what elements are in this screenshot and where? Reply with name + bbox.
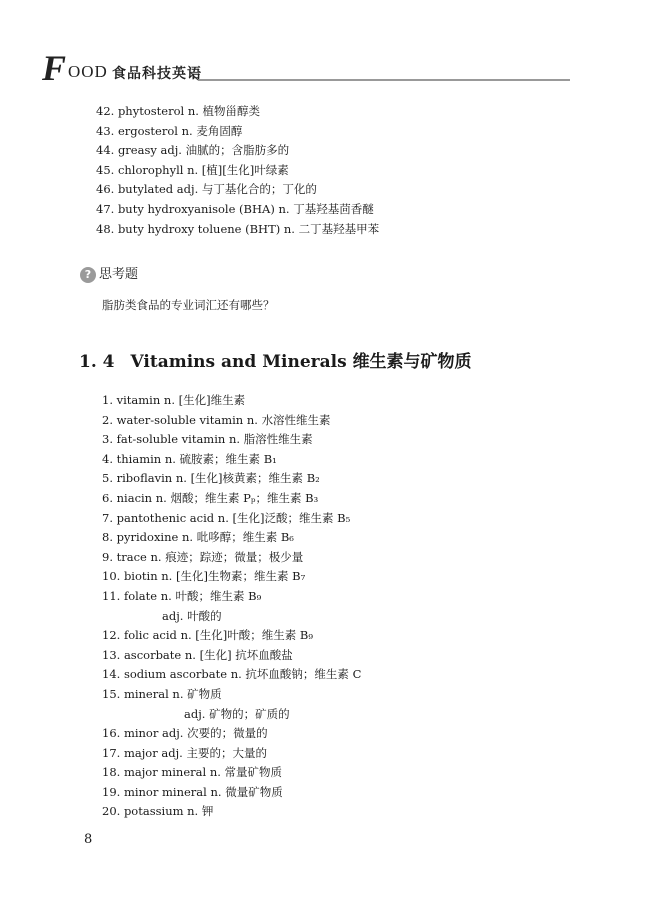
list-item: 46. butylated adj. 与丁基化合的；丁化的 <box>96 182 317 197</box>
thinking-question: 脂肪类食品的专业词汇还有哪些？ <box>102 298 275 312</box>
list-item: 20. potassium n. 钾 <box>102 804 214 819</box>
section-number: 1. 4 <box>79 352 115 372</box>
list-item-continuation: adj. 叶酸的 <box>162 608 222 623</box>
list-item: 5. riboflavin n. [生化]核黄素；维生素 B₂ <box>102 471 320 486</box>
list-item: 13. ascorbate n. [生化] 抗坏血酸盐 <box>102 647 293 662</box>
list-item: 43. ergosterol n. 麦角固醇 <box>96 123 243 138</box>
list-item: 1. vitamin n. [生化]维生素 <box>102 393 246 407</box>
list-item: 10. biotin n. [生化]生物素；维生素 B₇ <box>102 569 306 584</box>
vocab-list-main <box>102 391 361 822</box>
list-item: 9. trace n. 痕迹；踪迹；微量；极少量 <box>102 549 304 564</box>
list-item: 44. greasy adj. 油腻的；含脂肪多的 <box>96 143 290 158</box>
list-item: 18. major mineral n. 常量矿物质 <box>102 765 283 780</box>
list-item: 42. phytosterol n. 植物甾醇类 <box>96 104 261 118</box>
list-item: 6. niacin n. 烟酸；维生素 Pₚ；维生素 B₃ <box>102 490 319 505</box>
list-item-continuation: adj. 矿物的；矿质的 <box>184 706 290 721</box>
section-heading <box>79 350 472 374</box>
list-item: 48. buty hydroxy toluene (BHT) n. 二丁基羟基甲苯 <box>96 221 380 236</box>
page-header <box>42 48 572 88</box>
vocab-list-top <box>96 102 379 239</box>
list-item: 8. pyridoxine n. 吡哆醇；维生素 B₆ <box>102 530 294 545</box>
thinking-label: 思考题 <box>99 267 139 282</box>
list-item: 15. mineral n. 矿物质 <box>102 686 222 701</box>
logo-letters-ood: OOD <box>68 62 108 81</box>
list-item: 47. buty hydroxyanisole (BHA) n. 丁基羟基茴香醚 <box>96 201 374 216</box>
list-item: 4. thiamin n. 硫胺素；维生素 B₁ <box>102 451 277 466</box>
list-item: 2. water-soluble vitamin n. 水溶性维生素 <box>102 412 331 427</box>
list-item: 3. fat-soluble vitamin n. 脂溶性维生素 <box>102 432 313 447</box>
logo-letter-f: F <box>42 48 67 88</box>
list-item: 17. major adj. 主要的；大量的 <box>102 745 267 760</box>
book-title: 食品科技英语 <box>112 66 202 82</box>
list-item: 19. minor mineral n. 微量矿物质 <box>102 784 283 799</box>
question-icon: ? <box>80 267 96 283</box>
page-number: 8 <box>84 832 93 847</box>
list-item: 45. chlorophyll n. [植][生化]叶绿素 <box>96 162 289 177</box>
list-item: 14. sodium ascorbate n. 抗坏血酸钠；维生素 C <box>102 667 362 682</box>
list-item: 16. minor adj. 次要的；微量的 <box>102 726 268 741</box>
section-title: Vitamins and Minerals 维生素与矿物质 <box>130 352 472 372</box>
list-item: 11. folate n. 叶酸；维生素 B₉ <box>102 588 262 603</box>
list-item: 7. pantothenic acid n. [生化]泛酸；维生素 B₅ <box>102 510 351 525</box>
list-item: 12. folic acid n. [生化]叶酸；维生素 B₉ <box>102 628 313 643</box>
